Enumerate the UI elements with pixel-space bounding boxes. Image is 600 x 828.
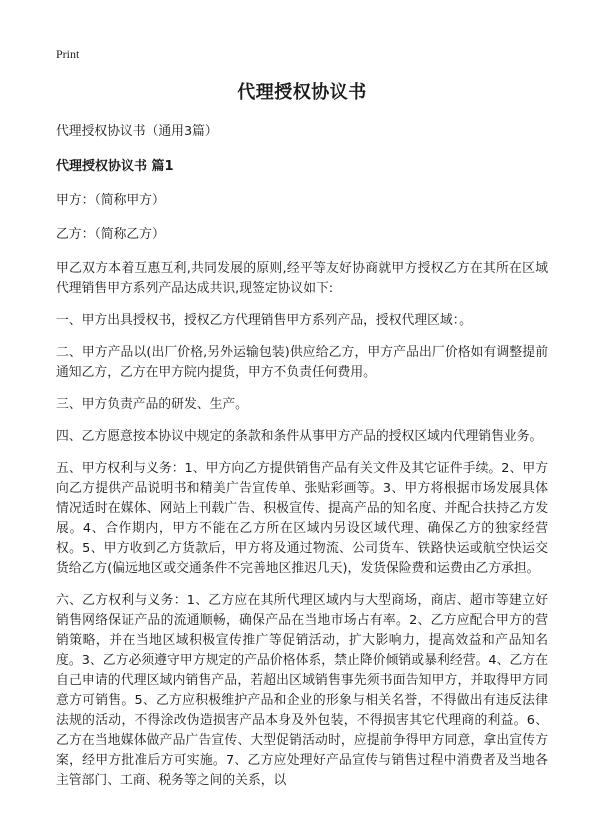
page-title: 代理授权协议书: [237, 82, 367, 103]
document-body: [56, 78, 548, 803]
print-link[interactable]: Print: [56, 47, 80, 61]
paragraph-clause-5: 五、甲方权利与义务：1、甲方向乙方提供销售产品有关文件及其它证件手续。2、甲方向乙方提供产品说明书和精美广告宣传单、张贴彩画等。3、甲方将根据市场发展具体情况适时在媒体、网站上刊载广告、积极宣传、提高产品的知名度、并配合扶持乙方发展。4、合作期内，甲方不能在乙方所在区域内另设区域代理、确保乙方的独家经营权。5、甲方收到乙方货款后，甲方将及通过物流、公司货车、铁路快运或航空快运交货给乙方(偏远地区或交通条件不完善地区推迟几天)，发货保险费和运费由乙方承担。: [56, 461, 548, 576]
paragraph-clause-1: 一、甲方出具授权书，授权乙方代理销售甲方系列产品，授权代理区域：。: [56, 313, 472, 328]
party-b-line: 乙方：（简称乙方）: [56, 227, 165, 242]
paragraph-clause-3: 三、甲方负责产品的研发、生产。: [56, 397, 248, 412]
paragraph-intro: 甲乙双方本着互惠互利,共同发展的原则,经平等友好协商就甲方授权乙方在其所在区域代理销售甲方系列产品达成共识,现签定协议如下:: [56, 261, 548, 296]
section-heading: 代理授权协议书 篇1: [56, 159, 174, 174]
document-subtitle: 代理授权协议书（通用3篇）: [56, 124, 218, 139]
paragraph-clause-4: 四、乙方愿意按本协议中规定的条款和条件从事甲方产品的授权区域内代理销售业务。: [56, 429, 543, 444]
paragraph-clause-6: 六、乙方权利与义务：1、乙方应在其所代理区域内与大型商场，商店、超市等建立好销售网络保证产品的流通顺畅，确保产品在当地市场占有率。2、乙方应配合甲方的营销策略，并在当地区域积极宣传推广等促销活动，扩大影响力，提高效益和产品知名度。3、乙方必须遵守甲方规定的产品价格体系，禁止降价倾销或暴利经营。4、乙方在自己申请的代理区域内销售产品，若超出区域销售事先须书面告知甲方，并取得甲方同意方可销售。5、乙方应积极维护产品和企业的形象与相关名誉，不得做出有违反法律法规的活动，不得涂改伪造损害产品本身及外包装，不得损害其它代理商的利益。6、乙方在当地媒体做产品广告宣传、大型促销活动时，应提前争得甲方同意，拿出宣传方案，经甲方批准后方可实施。7、乙方应处理好产品宣传与销售过程中消费者及当地各主管部门、工商、税务等之间的关系，以: [56, 593, 548, 788]
paragraph-clause-2: 二、甲方产品以(出厂价格,另外运输包装)供应给乙方，甲方产品出厂价格如有调整提前通知乙方，乙方在甲方院内提货，甲方不负责任何费用。: [56, 345, 548, 380]
party-a-line: 甲方：（简称甲方）: [56, 193, 165, 208]
